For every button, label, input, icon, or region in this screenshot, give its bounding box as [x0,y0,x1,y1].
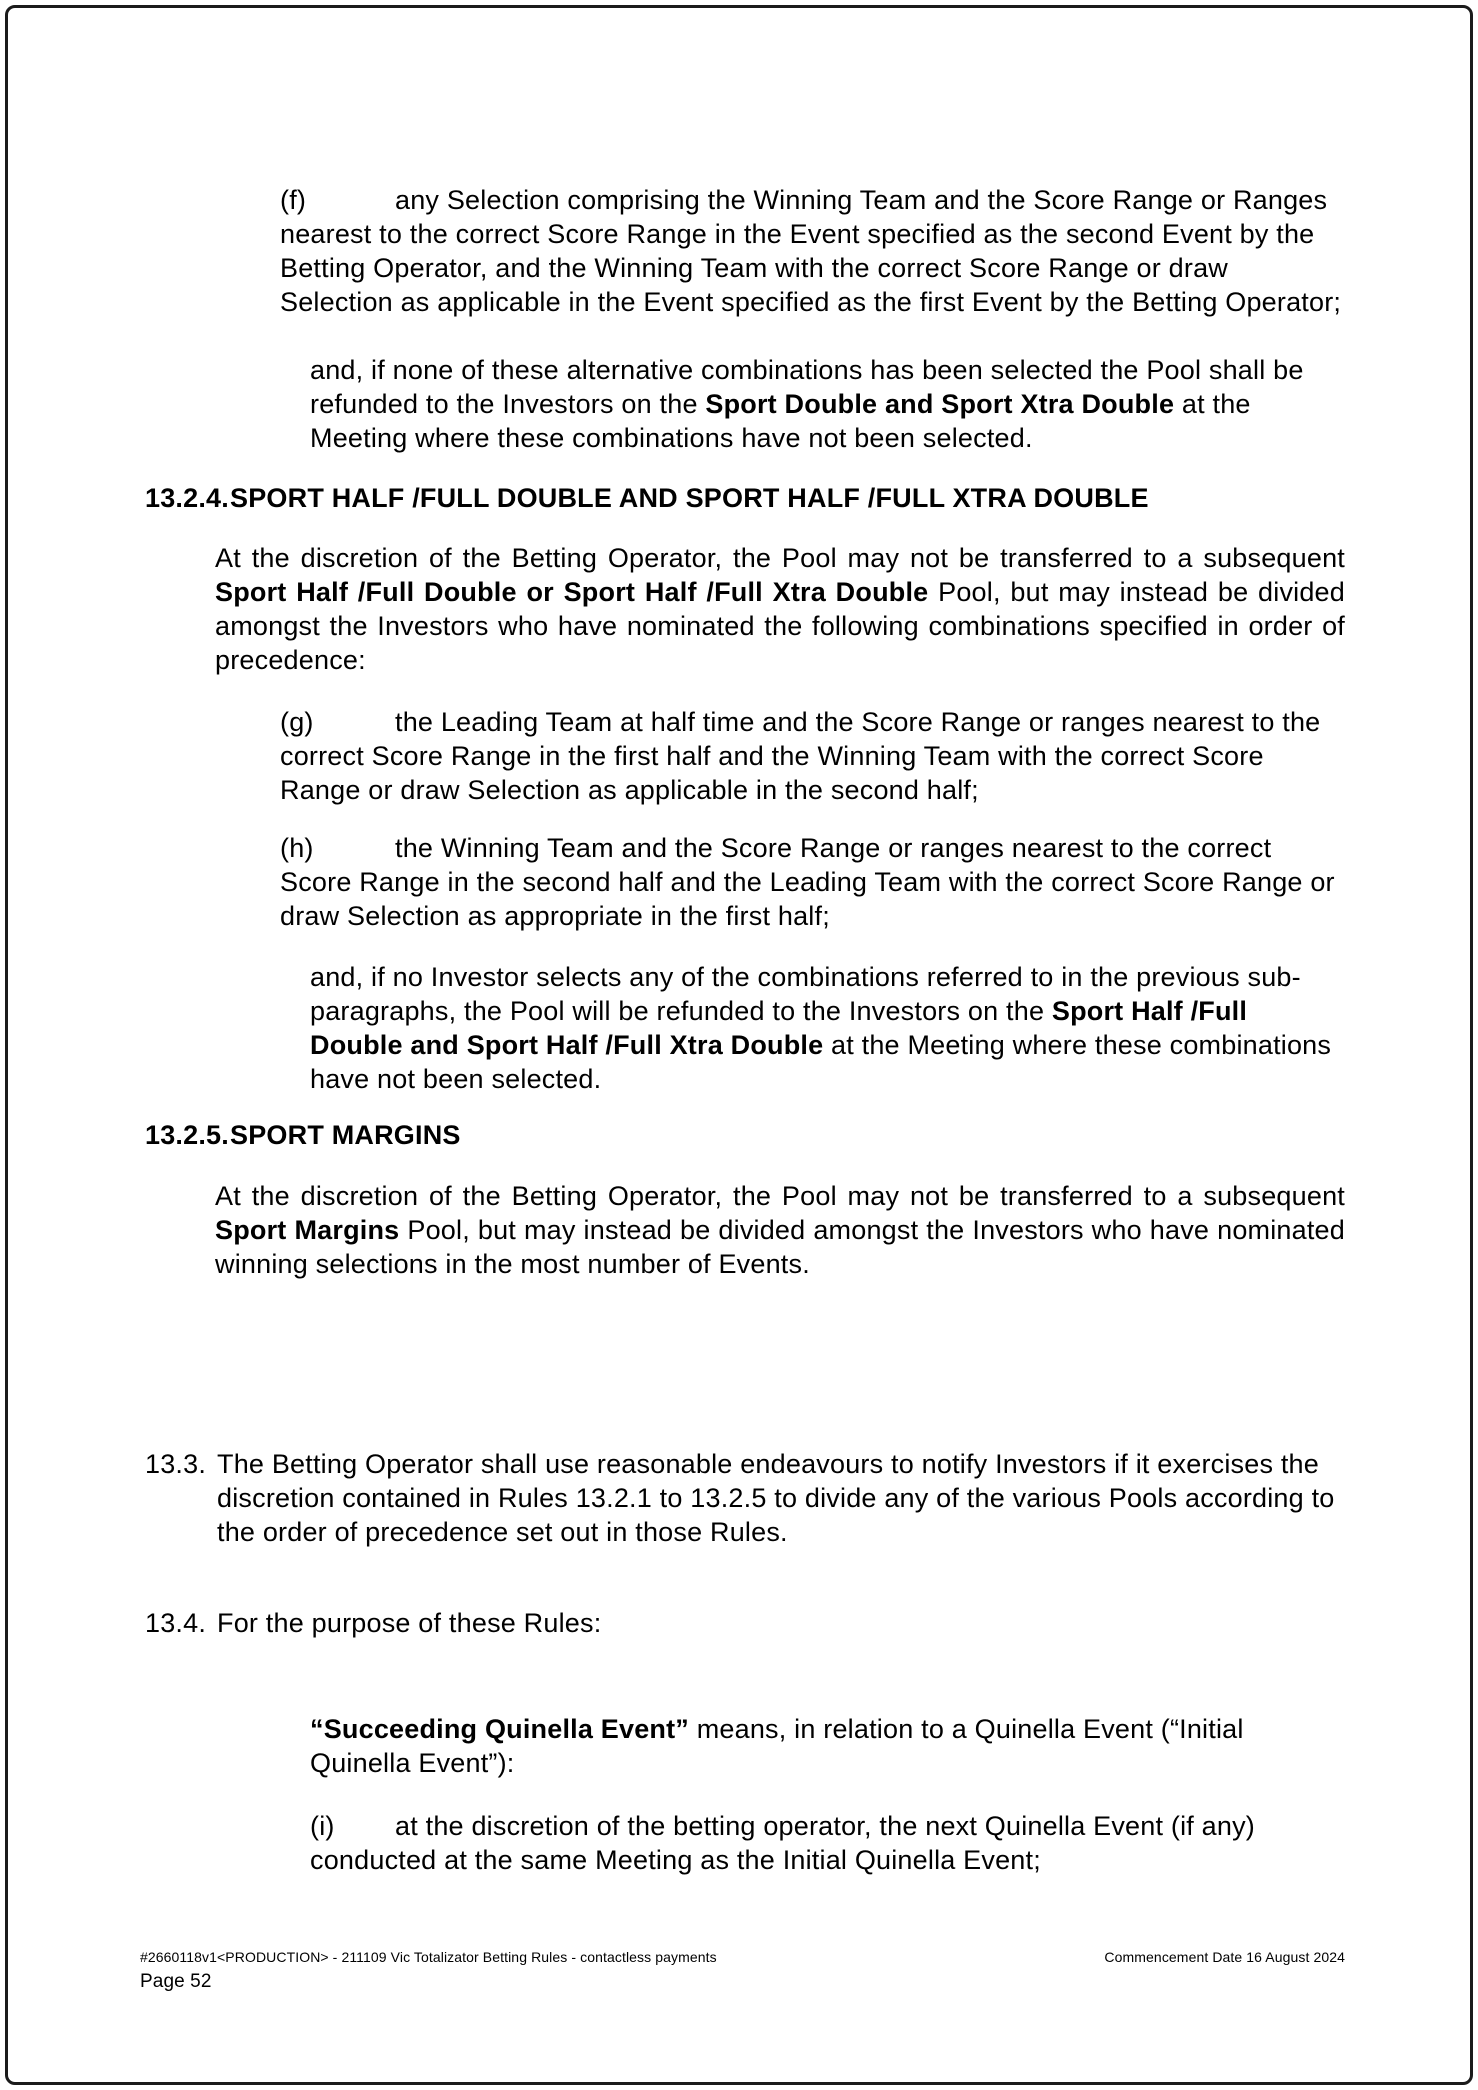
paragraph-text-part: At the discretion of the Betting Operator, the Pool may not be transferred to a subsequent [215,543,1345,573]
paragraph-text-part-bold: Sport Margins [215,1215,400,1245]
paragraph-i-label: (i) [310,1811,335,1841]
paragraph-g-text: the Leading Team at half time and the Score Range or ranges nearest to the correct Score Range in the first half and the Winning Team with the correct Score Range or draw Selection as applicable in the second half; [280,707,1321,805]
section-title: SPORT HALF /FULL DOUBLE AND SPORT HALF /FULL XTRA DOUBLE [230,483,1149,513]
paragraph-h-text: the Winning Team and the Score Range or ranges nearest to the correct Score Range in the second half and the Leading Team with the correct Score Range or draw Selection as appropriate in the first half; [280,833,1335,931]
section-heading-13-2-5 [145,1118,1345,1152]
paragraph-h [280,831,1345,933]
paragraph-text-part: at the Meeting where these combinations have not been selected. [310,1030,1332,1094]
defined-term-bold: “Succeeding Quinella Event” [310,1714,689,1744]
clause-number: 13.4. [145,1608,207,1638]
document-reference: #2660118v1<PRODUCTION> - 211109 Vic Totalizator Betting Rules - contactless payments [140,1949,717,1965]
paragraph-text-part: At the discretion of the Betting Operator, the Pool may not be transferred to a subsequent [215,1181,1345,1211]
paragraph-text-part-bold: Sport Half /Full Double or Sport Half /Full Xtra Double [215,577,929,607]
section-number: 13.2.4. [145,483,229,513]
page-footer [140,1948,1345,1991]
clause-13-3 [145,1447,1345,1549]
commencement-date: Commencement Date 16 August 2024 [1104,1949,1345,1965]
page-content [145,183,1345,1877]
footer-reference-row [140,1948,1345,1966]
paragraph-and-if-none [310,353,1345,455]
section-number: 13.2.5. [145,1120,229,1150]
paragraph-h-label: (h) [280,833,314,863]
clause-number: 13.3. [145,1449,207,1479]
definition-succeeding-quinella-event [310,1712,1345,1780]
paragraph-body-13-2-4 [215,541,1345,677]
paragraph-text-part-bold: Sport Double and Sport Xtra Double [705,389,1175,419]
paragraph-text-part: Pool, but may instead be divided amongst the Investors who have nominated the following combinations specified in order of precedence: [215,577,1345,675]
definition-text-part: means, in relation to a Quinella Event (“Initial Quinella Event”): [310,1714,1244,1778]
paragraph-f-text: any Selection comprising the Winning Team and the Score Range or Ranges nearest to the correct Score Range in the Event specified as the second Event by the Betting Operator, and the Winning Team with the correct Score Range or draw Selection as applicable in the Event specified as the first Event by the Betting Operator; [280,185,1342,317]
paragraph-i [310,1809,1345,1877]
paragraph-f [280,183,1345,319]
clause-text: For the purpose of these Rules: [217,1608,602,1638]
paragraph-i-text: at the discretion of the betting operator, the next Quinella Event (if any) conducted at the same Meeting as the Initial Quinella Event; [310,1811,1256,1875]
clause-13-4 [145,1606,1345,1640]
section-heading-13-2-4 [145,481,1345,515]
clause-text: The Betting Operator shall use reasonable endeavours to notify Investors if it exercises the discretion contained in Rules 13.2.1 to 13.2.5 to divide any of the various Pools according to the order of precedence set out in those Rules. [217,1449,1335,1547]
paragraph-text-part-bold: Sport Half /Full Double and Sport Half /Full Xtra Double [310,996,1248,1060]
paragraph-f-label: (f) [280,185,307,215]
paragraph-text-part: at the Meeting where these combinations have not been selected. [310,389,1251,453]
paragraph-text-part: Pool, but may instead be divided amongst the Investors who have nominated winning selections in the most number of Events. [215,1215,1345,1279]
section-title: SPORT MARGINS [230,1120,461,1150]
paragraph-text-part: and, if no Investor selects any of the combinations referred to in the previous sub-paragraphs, the Pool will be refunded to the Investors on the [310,962,1301,1026]
paragraph-text-part: and, if none of these alternative combinations has been selected the Pool shall be refunded to the Investors on the [310,355,1304,419]
page-number: Page 52 [140,1971,212,1992]
paragraph-and-if-no [310,960,1345,1096]
paragraph-g [280,705,1345,807]
paragraph-g-label: (g) [280,707,314,737]
paragraph-body-13-2-5 [215,1179,1345,1281]
